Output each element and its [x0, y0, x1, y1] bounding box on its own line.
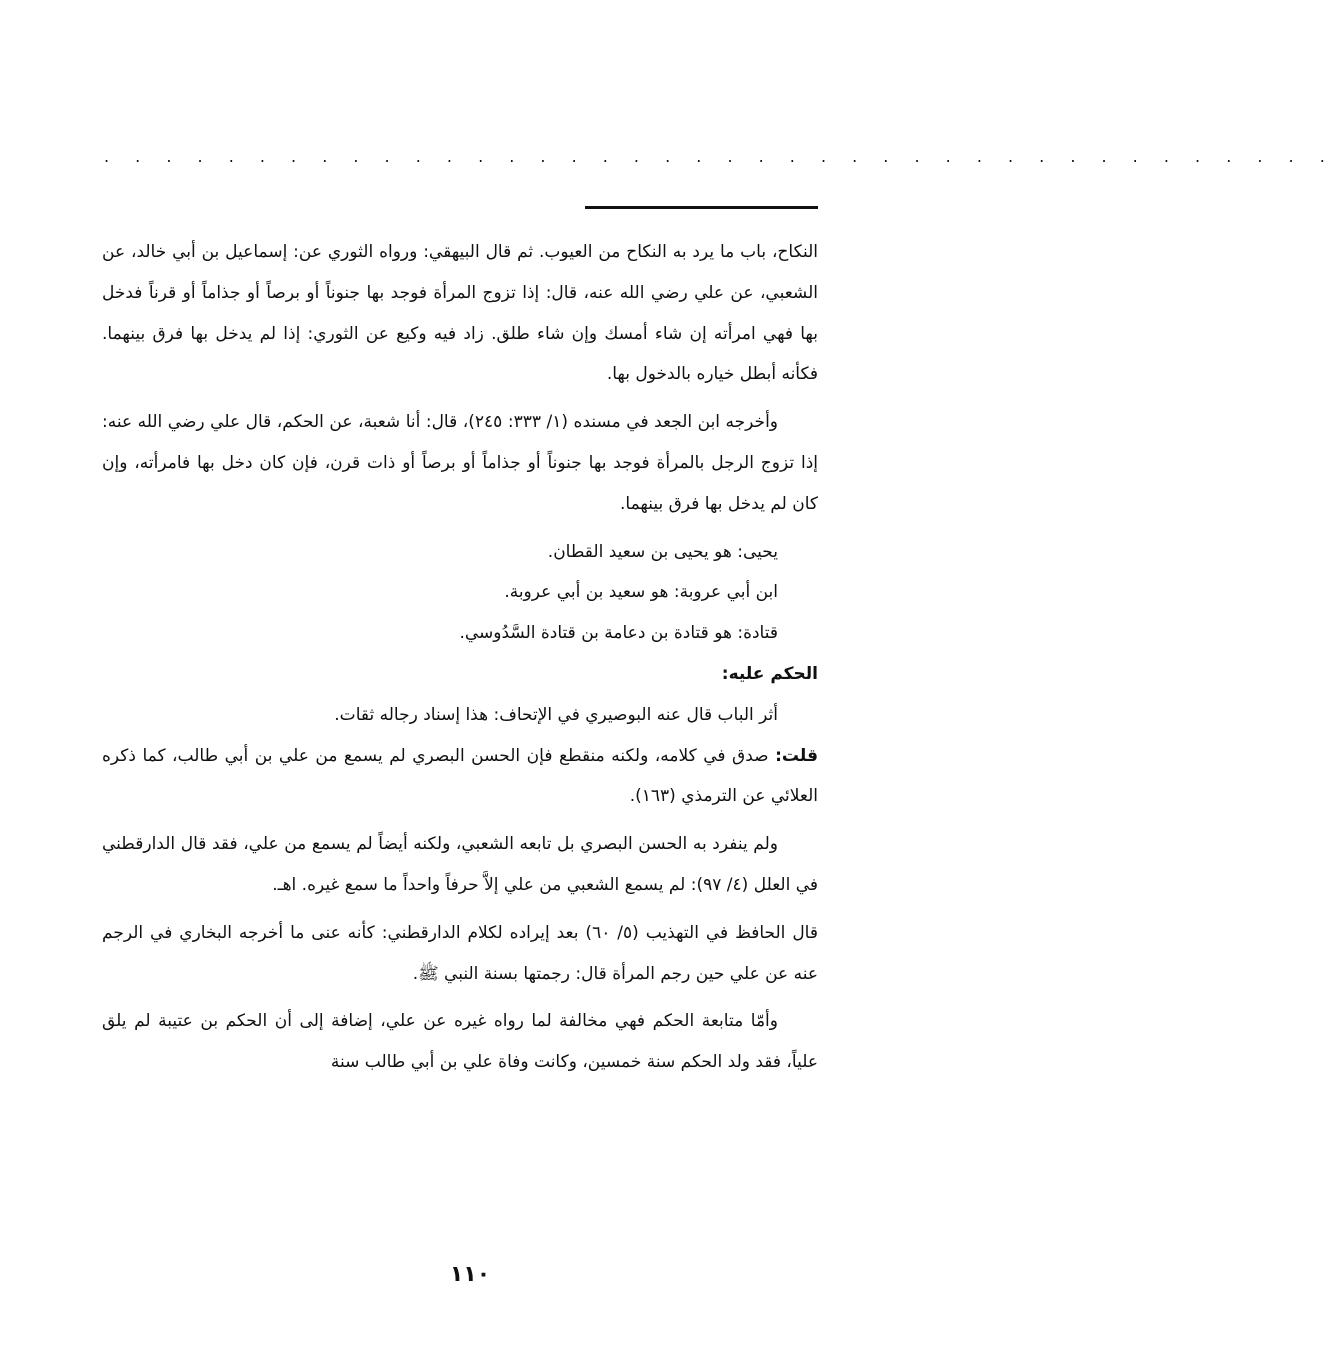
paragraph — [102, 736, 818, 818]
paragraph: أثر الباب قال عنه البوصيري في الإتحاف: هذا إسناد رجاله ثقات. — [334, 704, 778, 725]
narrator-gloss: قتادة: هو قتادة بن دعامة بن قتادة السَّدُوسي. — [459, 623, 778, 644]
paragraph-lead: قلت: — [775, 745, 818, 766]
page-number: ١١٠ — [449, 1262, 491, 1287]
section-heading: الحكم عليه: — [721, 663, 818, 684]
narrator-gloss: ابن أبي عروبة: هو سعيد بن أبي عروبة. — [504, 582, 778, 603]
paragraph: النكاح، باب ما يرد به النكاح من العيوب. ثم قال البيهقي: ورواه الثوري عن: إسماعيل بن أبي خالد، عن الشعبي، عن علي رضي الله عنه، قال: إذا تزوج المرأة فوجد بها جنوناً أو برصاً أو جذاماً أو قرناً فدخل بها فهي امرأته إن شاء أمسك وإن شاء طلق. زاد فيه وكيع عن الثوري: إذا لم يدخل بها فرق بينهما. فكأنه أبطل خياره بالدخول بها. — [102, 242, 818, 385]
page-body — [102, 232, 818, 1083]
paragraph: وأخرجه ابن الجعد في مسنده (١/ ٣٣٣: ٢٤٥)، قال: أنا شعبة، عن الحكم، قال علي رضي الله عنه: إذا تزوج الرجل بالمرأة فوجد بها جنوناً أو جذاماً أو برصاً أو ذات قرن، فإن كان دخل بها فامرأته، وإن كان لم يدخل بها فرق بينهما. — [102, 412, 818, 514]
footnote-rule — [585, 206, 818, 209]
paragraph: وأمّا متابعة الحكم فهي مخالفة لما رواه غيره عن علي، إضافة إلى أن الحكم بن عتيبة لم يلق علياً، فقد ولد الحكم سنة خمسين، وكانت وفاة علي بن أبي طالب سنة — [102, 1011, 818, 1073]
narrator-gloss: يحيى: هو يحيى بن سعيد القطان. — [547, 541, 778, 562]
paragraph: قال الحافظ في التهذيب (٥/ ٦٠) بعد إيراده لكلام الدارقطني: كأنه عنى ما أخرجه البخاري في الرجم عنه عن علي حين رجم المرأة قال: رجمتها بسنة النبي ﷺ. — [102, 922, 818, 984]
paragraph-body: صدق في كلامه، ولكنه منقطع فإن الحسن البصري لم يسمع من علي بن أبي طالب، كما ذكره العلائي عن الترمذي (١٦٣). — [102, 745, 818, 807]
footnote-separator-dots: . . . . . . . . . . . . . . . . . . . . . . . . . . . . . . . . . . . . . . . . — [104, 147, 1335, 166]
paragraph: ولم ينفرد به الحسن البصري بل تابعه الشعبي، ولكنه أيضاً لم يسمع من علي، فقد قال الدارقطني في العلل (٤/ ٩٧): لم يسمع الشعبي من علي إلاَّ حرفاً واحداً ما سمع غيره. اهـ. — [102, 834, 818, 895]
